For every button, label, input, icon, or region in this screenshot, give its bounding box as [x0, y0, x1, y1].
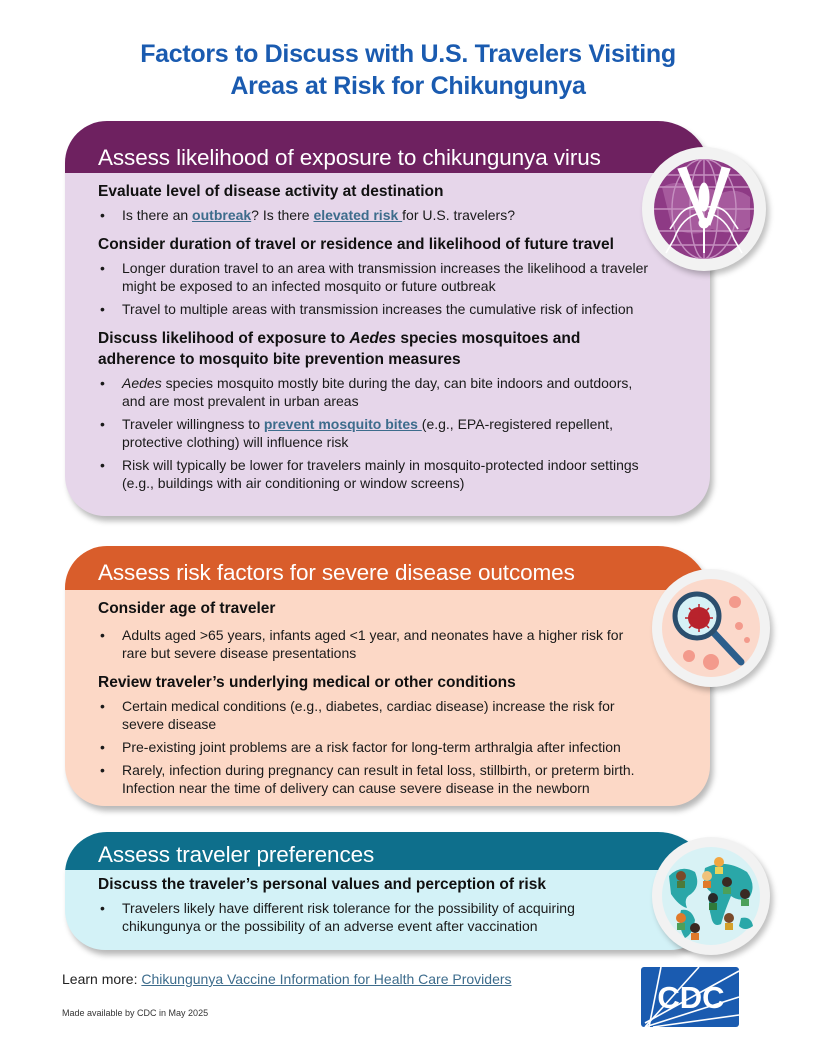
learn-more-label: Learn more: — [62, 971, 142, 987]
prevent-mosquito-bites-link[interactable]: prevent mosquito bites — [263, 416, 422, 432]
learn-more — [62, 971, 512, 987]
mosquito-globe-icon — [642, 147, 766, 271]
outbreak-link[interactable]: outbreak — [192, 207, 252, 223]
magnifying-glass-virus-icon — [652, 569, 770, 687]
bullet-item — [98, 415, 650, 451]
world-travelers-graphic — [661, 846, 761, 946]
cdc-logo — [641, 967, 741, 1028]
bullet-list — [98, 697, 650, 797]
bullet-list — [98, 626, 650, 662]
vaccine-info-link[interactable]: Chikungunya Vaccine Information for Health Care Providers — [141, 971, 512, 987]
bullet-item: • Adults aged >65 years, infants aged <1 year, and neonates have a higher risk for rare but severe disease presentations — [98, 626, 650, 662]
bullet-list — [98, 374, 650, 492]
page-title-line-1: Factors to Discuss with U.S. Travelers Visiting — [140, 40, 676, 68]
exposure-section — [65, 121, 710, 516]
page-title-line-2: Areas at Risk for Chikungunya — [230, 72, 586, 100]
bullet-item: • Travelers likely have different risk tolerance for the possibility of acquiring chikungunya or the possibility of an adverse event after vaccination — [98, 899, 650, 935]
text: ? Is there — [251, 207, 314, 223]
made-available-note: Made available by CDC in May 2025 — [62, 1008, 209, 1018]
bullet-list — [98, 206, 650, 224]
mosquito-globe-graphic — [652, 157, 756, 261]
text: Traveler willingness to — [122, 416, 264, 432]
subheading-medical-conditions: Review traveler’s underlying medical or other conditions — [98, 674, 516, 691]
world-travelers-icon — [652, 837, 770, 955]
text-italic: Aedes — [349, 330, 397, 347]
elevated-risk-link[interactable]: elevated risk — [313, 207, 403, 223]
subheading-disease-activity: Evaluate level of disease activity at destination — [98, 183, 444, 200]
magnifying-glass-graphic — [661, 578, 761, 678]
text: species mosquitoes and adherence to mosquito bite prevention measures — [98, 330, 581, 368]
exposure-section-body — [65, 173, 710, 515]
subheading-aedes-exposure — [98, 328, 650, 370]
bullet-item: • Risk will typically be lower for travelers mainly in mosquito-protected indoor settings (e.g., buildings with air conditioning or window screens) — [98, 456, 650, 492]
text-italic: Aedes — [122, 375, 162, 391]
severe-disease-section — [65, 546, 710, 806]
bullet-list — [98, 899, 650, 935]
traveler-preferences-section-header: Assess traveler preferences — [65, 832, 710, 870]
bullet-item: • Travel to multiple areas with transmission increases the cumulative risk of infection — [98, 300, 650, 318]
text: Discuss likelihood of exposure to — [98, 330, 350, 347]
svg-text:CDC: CDC — [657, 980, 725, 1015]
severe-disease-section-header: Assess risk factors for severe disease outcomes — [65, 546, 710, 590]
exposure-section-header: Assess likelihood of exposure to chikungunya virus — [65, 121, 710, 173]
text: species mosquito mostly bite during the day, can bite indoors and outdoors, and are most prevalent in urban areas — [122, 375, 633, 409]
subheading-duration: Consider duration of travel or residence and likelihood of future travel — [98, 236, 614, 253]
text: for U.S. travelers? — [402, 207, 515, 223]
text: (e.g., EPA-registered repellent, protective clothing) will influence risk — [122, 416, 613, 450]
bullet-list — [98, 259, 650, 318]
severe-disease-section-body — [65, 590, 710, 806]
bullet-item: • Rarely, infection during pregnancy can result in fetal loss, stillbirth, or preterm birth. Infection near the time of delivery can cause severe disease in the newborn — [98, 761, 650, 797]
page-title — [0, 38, 816, 102]
bullet-item: • Certain medical conditions (e.g., diabetes, cardiac disease) increase the risk for severe disease — [98, 697, 650, 733]
traveler-preferences-section — [65, 832, 710, 950]
subheading-age: Consider age of traveler — [98, 600, 276, 617]
subheading-personal-values: Discuss the traveler’s personal values and perception of risk — [98, 876, 546, 893]
bullet-item: • Pre-existing joint problems are a risk factor for long-term arthralgia after infection — [98, 738, 650, 756]
text: Is there an — [122, 207, 193, 223]
bullet-item: • Longer duration travel to an area with transmission increases the likelihood a traveler might be exposed to an infected mosquito or future outbreak — [98, 259, 650, 295]
traveler-preferences-section-body — [65, 870, 710, 950]
bullet-item — [98, 374, 650, 410]
bullet-item — [98, 206, 650, 224]
